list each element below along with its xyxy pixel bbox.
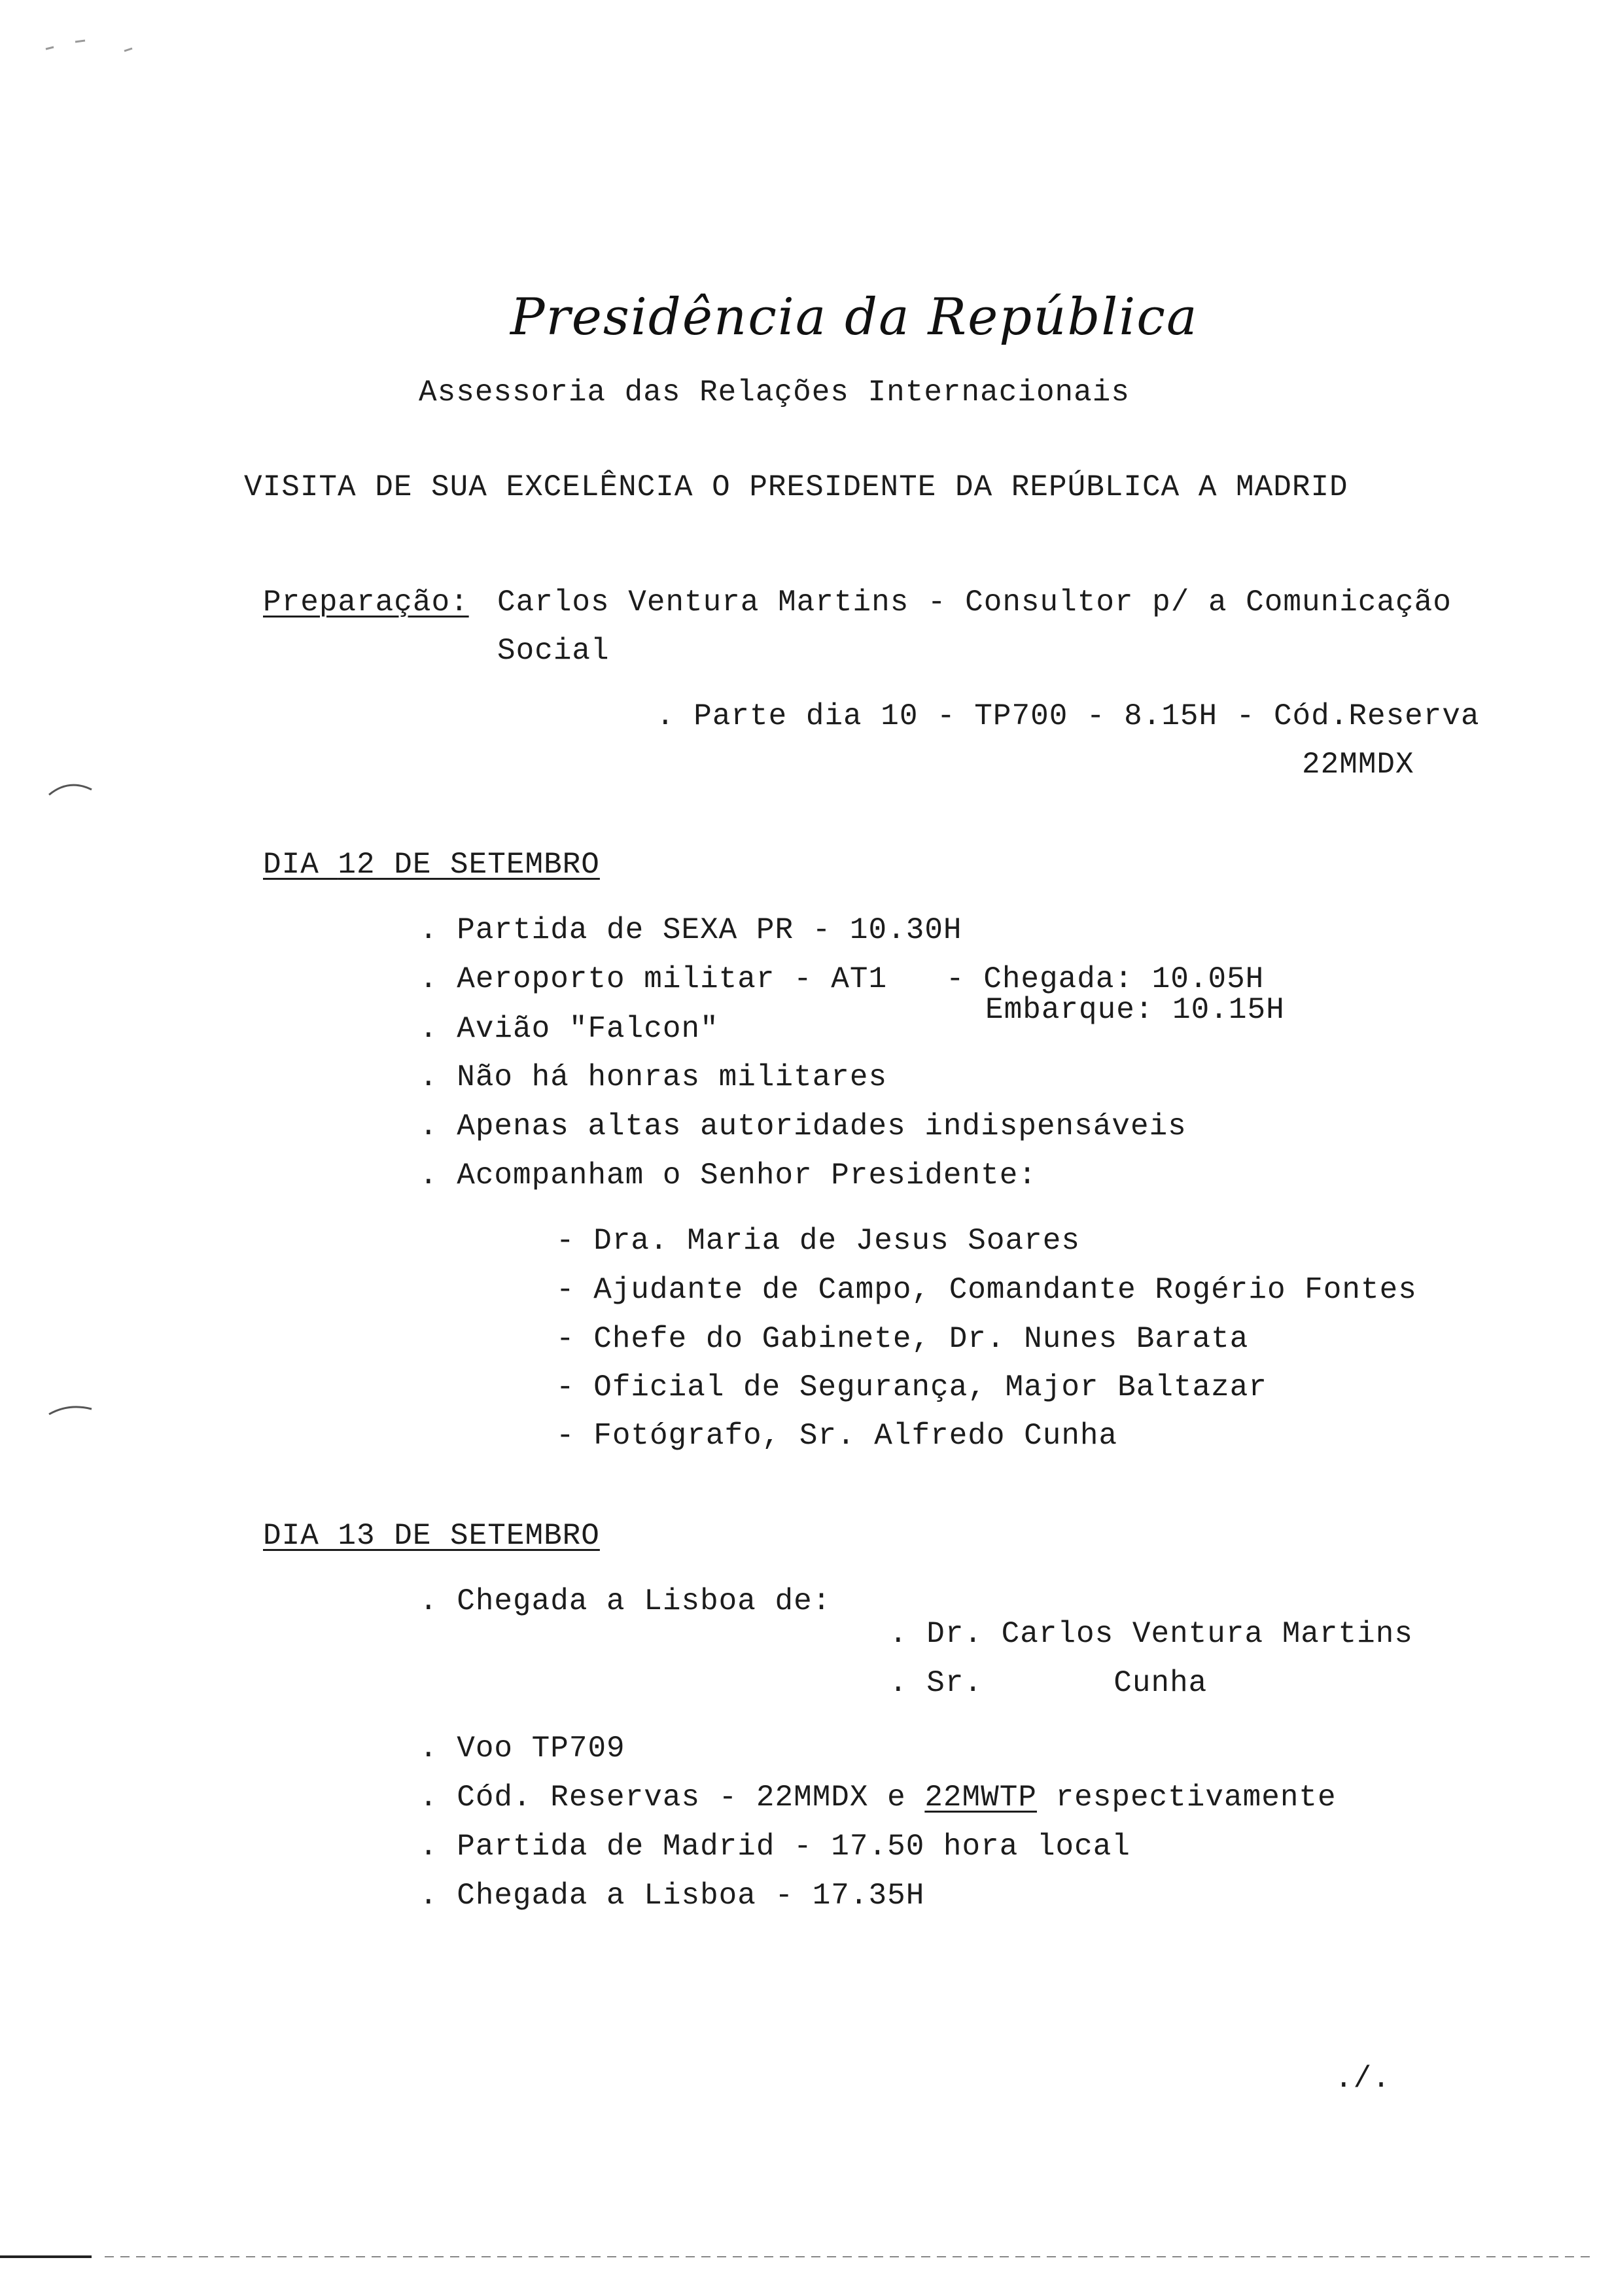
- day13-flight: . Voo TP709: [419, 1731, 625, 1765]
- day12-arrival: - Chegada: 10.05H: [946, 962, 1265, 996]
- day12-item: . Partida de SEXA PR - 10.30H: [419, 913, 962, 947]
- reservations-prefix: . Cód. Reservas - 22MMDX e: [419, 1781, 925, 1815]
- day13-reservations: [419, 1779, 1337, 1816]
- day12-heading-prefix: DIA: [263, 848, 338, 882]
- letterhead-department: Assessoria das Relações Internacionais: [419, 375, 1130, 409]
- preparation-departure-line1: . Parte dia 10 - TP700 - 8.15H - Cód.Reserva: [656, 699, 1480, 733]
- day13-departure: . Partida de Madrid - 17.50 hora local: [419, 1830, 1130, 1864]
- preparation-label: Preparação:: [263, 585, 469, 619]
- day12-item: . Não há honras militares: [419, 1060, 888, 1094]
- document-title: VISITA DE SUA EXCELÊNCIA O PRESIDENTE DA REPÚBLICA A MADRID: [244, 470, 1348, 504]
- day13-arrival-item: . Dr. Carlos Ventura Martins: [889, 1617, 1413, 1651]
- day12-item: . Apenas altas autoridades indispensáveis: [419, 1109, 1187, 1143]
- scan-mark-left-2: [46, 1400, 105, 1419]
- companion-item: - Oficial de Segurança, Major Baltazar: [556, 1370, 1267, 1404]
- preparation-person-line1: Carlos Ventura Martins - Consultor p/ a Comunicação: [497, 585, 1452, 619]
- day12-boarding: Embarque: 10.15H: [985, 993, 1285, 1027]
- companion-item: - Ajudante de Campo, Comandante Rogério Fontes: [556, 1273, 1417, 1307]
- day13-heading: DIA 13 DE SETEMBRO: [263, 1519, 600, 1553]
- day13-arrival: . Chegada a Lisboa - 17.35H: [419, 1879, 925, 1913]
- reservations-suffix: respectivamente: [1036, 1781, 1337, 1815]
- day12-heading: [263, 846, 600, 883]
- reservations-code: 22MWTP: [924, 1781, 1037, 1815]
- day12-item: . Avião "Falcon": [419, 1012, 719, 1046]
- scan-mark-top-left: [39, 33, 157, 59]
- day13-arrival-item: . Sr. Cunha: [889, 1666, 1208, 1700]
- companion-item: - Chefe do Gabinete, Dr. Nunes Barata: [556, 1322, 1249, 1356]
- continuation-mark: ./.: [1335, 2062, 1391, 2096]
- scan-mark-left-1: [46, 775, 105, 801]
- preparation-person-line2: Social: [497, 634, 610, 668]
- day13-arrival-intro: . Chegada a Lisboa de:: [419, 1584, 832, 1618]
- letterhead-institution: Presidência da República: [510, 288, 1199, 347]
- companion-item: - Fotógrafo, Sr. Alfredo Cunha: [556, 1419, 1118, 1453]
- scan-line-bottom: [0, 2250, 1612, 2263]
- preparation-departure-line2: 22MMDX: [1302, 748, 1414, 782]
- companion-item: - Dra. Maria de Jesus Soares: [556, 1224, 1080, 1258]
- day12-heading-day: 12 DE SETEMBRO: [338, 848, 600, 882]
- day12-item: . Aeroporto militar - AT1: [419, 962, 888, 996]
- day12-item: . Acompanham o Senhor Presidente:: [419, 1158, 1037, 1192]
